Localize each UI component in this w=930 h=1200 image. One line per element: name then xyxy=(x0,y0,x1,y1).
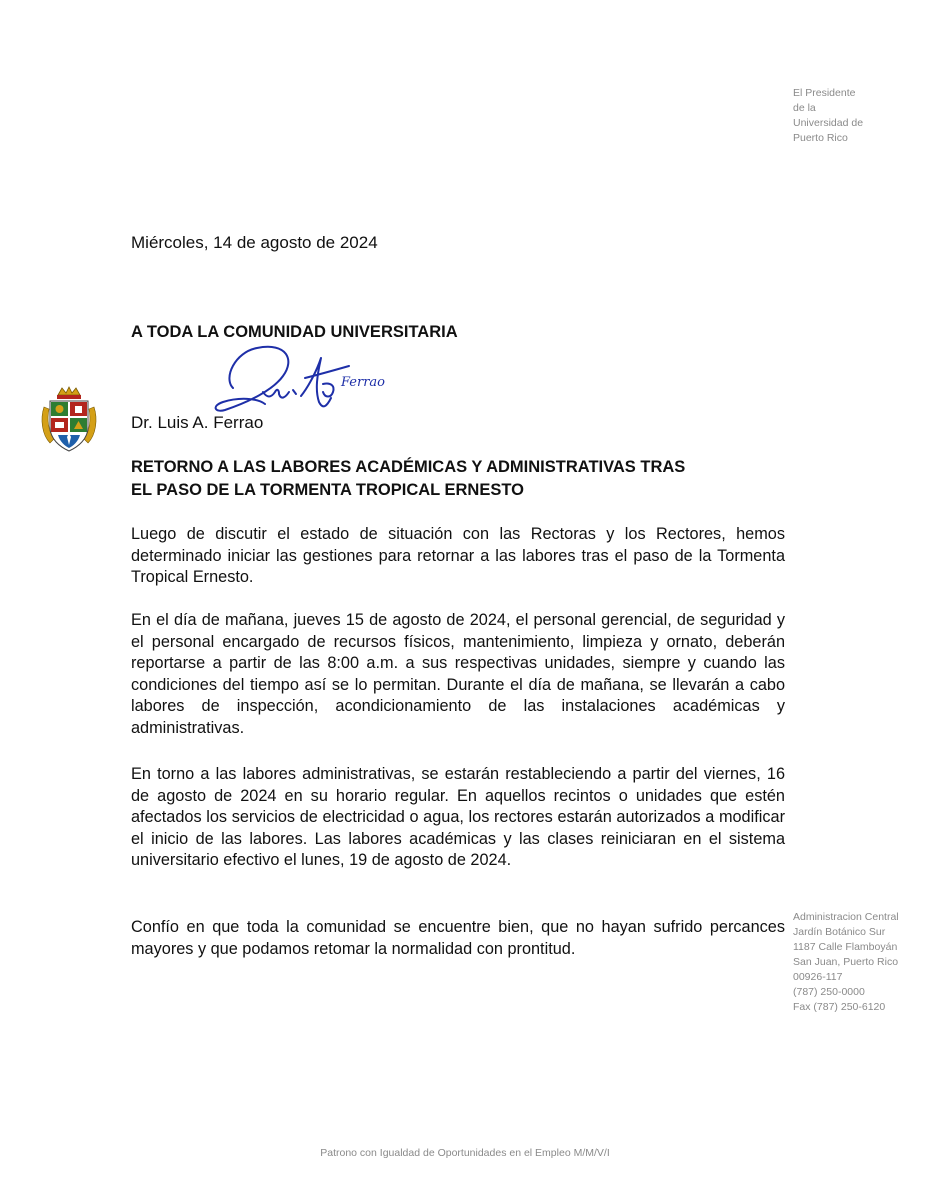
letter-recipient: A TODA LA COMUNIDAD UNIVERSITARIA xyxy=(131,323,458,341)
body-paragraph: En torno a las labores administrativas, se estarán restableciendo a partir del viernes, 16 de agosto de 2024 en su horario regular. En aquellos recintos o unidades que estén afectados los servicios de electricidad o agua, los rectores estarán autorizados a modificar el inicio de las labores. Las labores académicas y las clases reiniciaran en el sistema universitario efectivo el lunes, 19 de agosto de 2024. xyxy=(131,765,785,870)
subject-line: EL PASO DE LA TORMENTA TROPICAL ERNESTO xyxy=(131,481,524,499)
letterhead-line: de la xyxy=(793,102,816,114)
signature-text: Ferrao xyxy=(341,375,386,390)
letterhead-line: El Presidente xyxy=(793,87,856,99)
body-paragraph: En el día de mañana, jueves 15 de agosto de 2024, el personal gerencial, de seguridad y el personal encargado de recursos físicos, mantenimiento, limpieza y ornato, deberán reportarse a partir de las 8:00 a.m. a sus respectivas unidades, siempre y cuando las condiciones del tiempo así se lo permitan. Durante el día de mañana, se llevarán a cabo labores de inspección, acondicionamiento de las instalaciones académicas y administrativas. xyxy=(131,611,785,737)
subject-line: RETORNO A LAS LABORES ACADÉMICAS Y ADMINISTRATIVAS TRAS xyxy=(131,458,686,476)
letterhead-office xyxy=(793,86,863,146)
letter-subject xyxy=(131,456,785,502)
body-paragraph: Confío en que toda la comunidad se encuentre bien, que no hayan sufrido percances mayores y que podamos retomar la normalidad con prontitud. xyxy=(131,918,785,958)
address-line: Fax (787) 250-6120 xyxy=(793,1001,886,1013)
letterhead-line: Puerto Rico xyxy=(793,132,848,144)
footer-notice: Patrono con Igualdad de Oportunidades en el Empleo M/M/V/I xyxy=(320,1147,610,1159)
address-block xyxy=(793,910,899,1015)
address-line: (787) 250-0000 xyxy=(793,986,865,998)
address-line: 1187 Calle Flamboyán xyxy=(793,941,898,953)
address-line: Jardín Botánico Sur xyxy=(793,926,886,938)
letter-sender: Dr. Luis A. Ferrao xyxy=(131,413,264,432)
signature-image xyxy=(205,340,410,418)
university-seal-icon xyxy=(40,385,98,455)
letter-date: Miércoles, 14 de agosto de 2024 xyxy=(131,233,378,252)
address-line: Administracion Central xyxy=(793,911,899,923)
body-paragraph: Luego de discutir el estado de situación con las Rectoras y los Rectores, hemos determinado iniciar las gestiones para retornar a las labores tras el paso de la Tormenta Tropical Ernesto. xyxy=(131,525,785,587)
address-line: 00926-117 xyxy=(793,971,843,983)
address-line: San Juan, Puerto Rico xyxy=(793,956,899,968)
letterhead-line: Universidad de xyxy=(793,117,864,129)
